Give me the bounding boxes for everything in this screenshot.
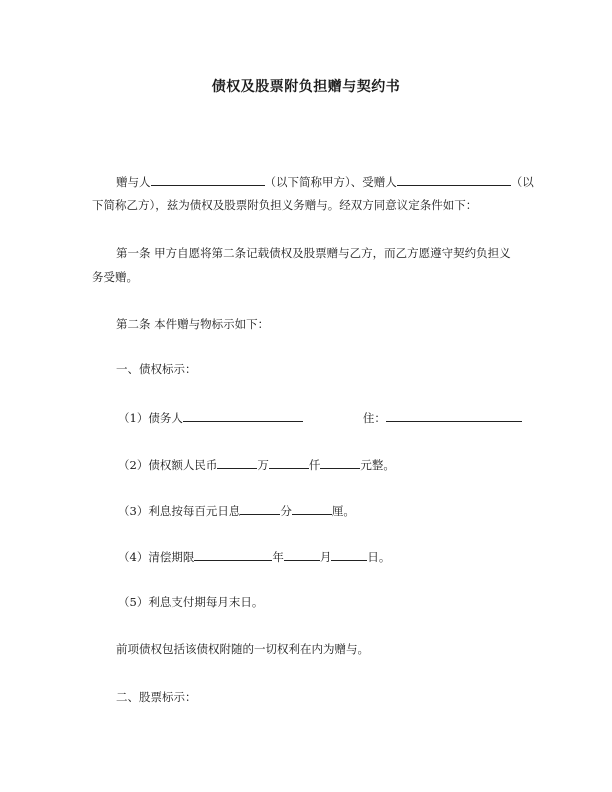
debtor-blank[interactable] <box>183 409 303 422</box>
amount-label: （2）债权额人民币 <box>118 458 218 472</box>
repayment-month-blank[interactable] <box>284 548 320 561</box>
repayment-year-blank[interactable] <box>194 548 272 561</box>
donor-blank[interactable] <box>151 173 265 186</box>
section-1-heading: 一、债权标示： <box>116 362 197 376</box>
interest-li-blank[interactable] <box>292 502 332 515</box>
item-4 <box>118 548 548 565</box>
amount-qian-blank[interactable] <box>269 456 309 469</box>
amount-yuan-blank[interactable] <box>320 456 360 469</box>
address-blank[interactable] <box>386 409 522 422</box>
year-unit: 年 <box>272 550 284 564</box>
debtor-label: （1）债务人 <box>118 411 183 425</box>
intro-line-1 <box>116 173 534 190</box>
li-unit: 厘。 <box>331 504 355 518</box>
item-1 <box>118 409 548 426</box>
party-a-label: （以下简称甲方）、受赠人 <box>264 175 397 189</box>
repayment-day-blank[interactable] <box>331 548 367 561</box>
interest-rate-label: （3）利息按每百元日息 <box>118 504 241 518</box>
month-unit: 月 <box>319 550 332 564</box>
transfer-note: 前项债权包括该债权附随的一切权利在内为赠与。 <box>116 642 369 656</box>
item-3 <box>118 502 548 519</box>
article-2: 第二条 本件赠与物标示如下： <box>116 317 270 331</box>
amount-wan-blank[interactable] <box>217 456 257 469</box>
item-5: （5）利息支付期每月末日。 <box>118 595 264 609</box>
fen-unit: 分 <box>280 504 292 518</box>
address-label: 住： <box>362 411 386 425</box>
repayment-label: （4）清偿期限 <box>118 550 195 564</box>
wan-unit: 万 <box>257 458 269 472</box>
article-1-line-2: 务受赠。 <box>92 270 138 284</box>
day-unit: 日。 <box>367 550 391 564</box>
donee-blank[interactable] <box>397 173 511 186</box>
article-1-line-1: 第一条 甲方自愿将第二条记载债权及股票赠与乙方，而乙方愿遵守契约负担义 <box>116 246 511 260</box>
document-title: 债权及股票附负担赠与契约书 <box>211 79 401 95</box>
intro-line-2: 下简称乙方），兹为债权及股票附负担义务赠与。经双方同意议定条件如下： <box>92 198 478 212</box>
yuan-unit: 元整。 <box>360 458 395 472</box>
party-b-label-start: （以 <box>510 175 534 189</box>
interest-fen-blank[interactable] <box>240 502 280 515</box>
donor-label: 赠与人 <box>116 175 151 189</box>
item-2 <box>118 456 548 473</box>
section-2-heading: 二、股票标示： <box>116 690 197 704</box>
qian-unit: 仟 <box>308 458 321 472</box>
